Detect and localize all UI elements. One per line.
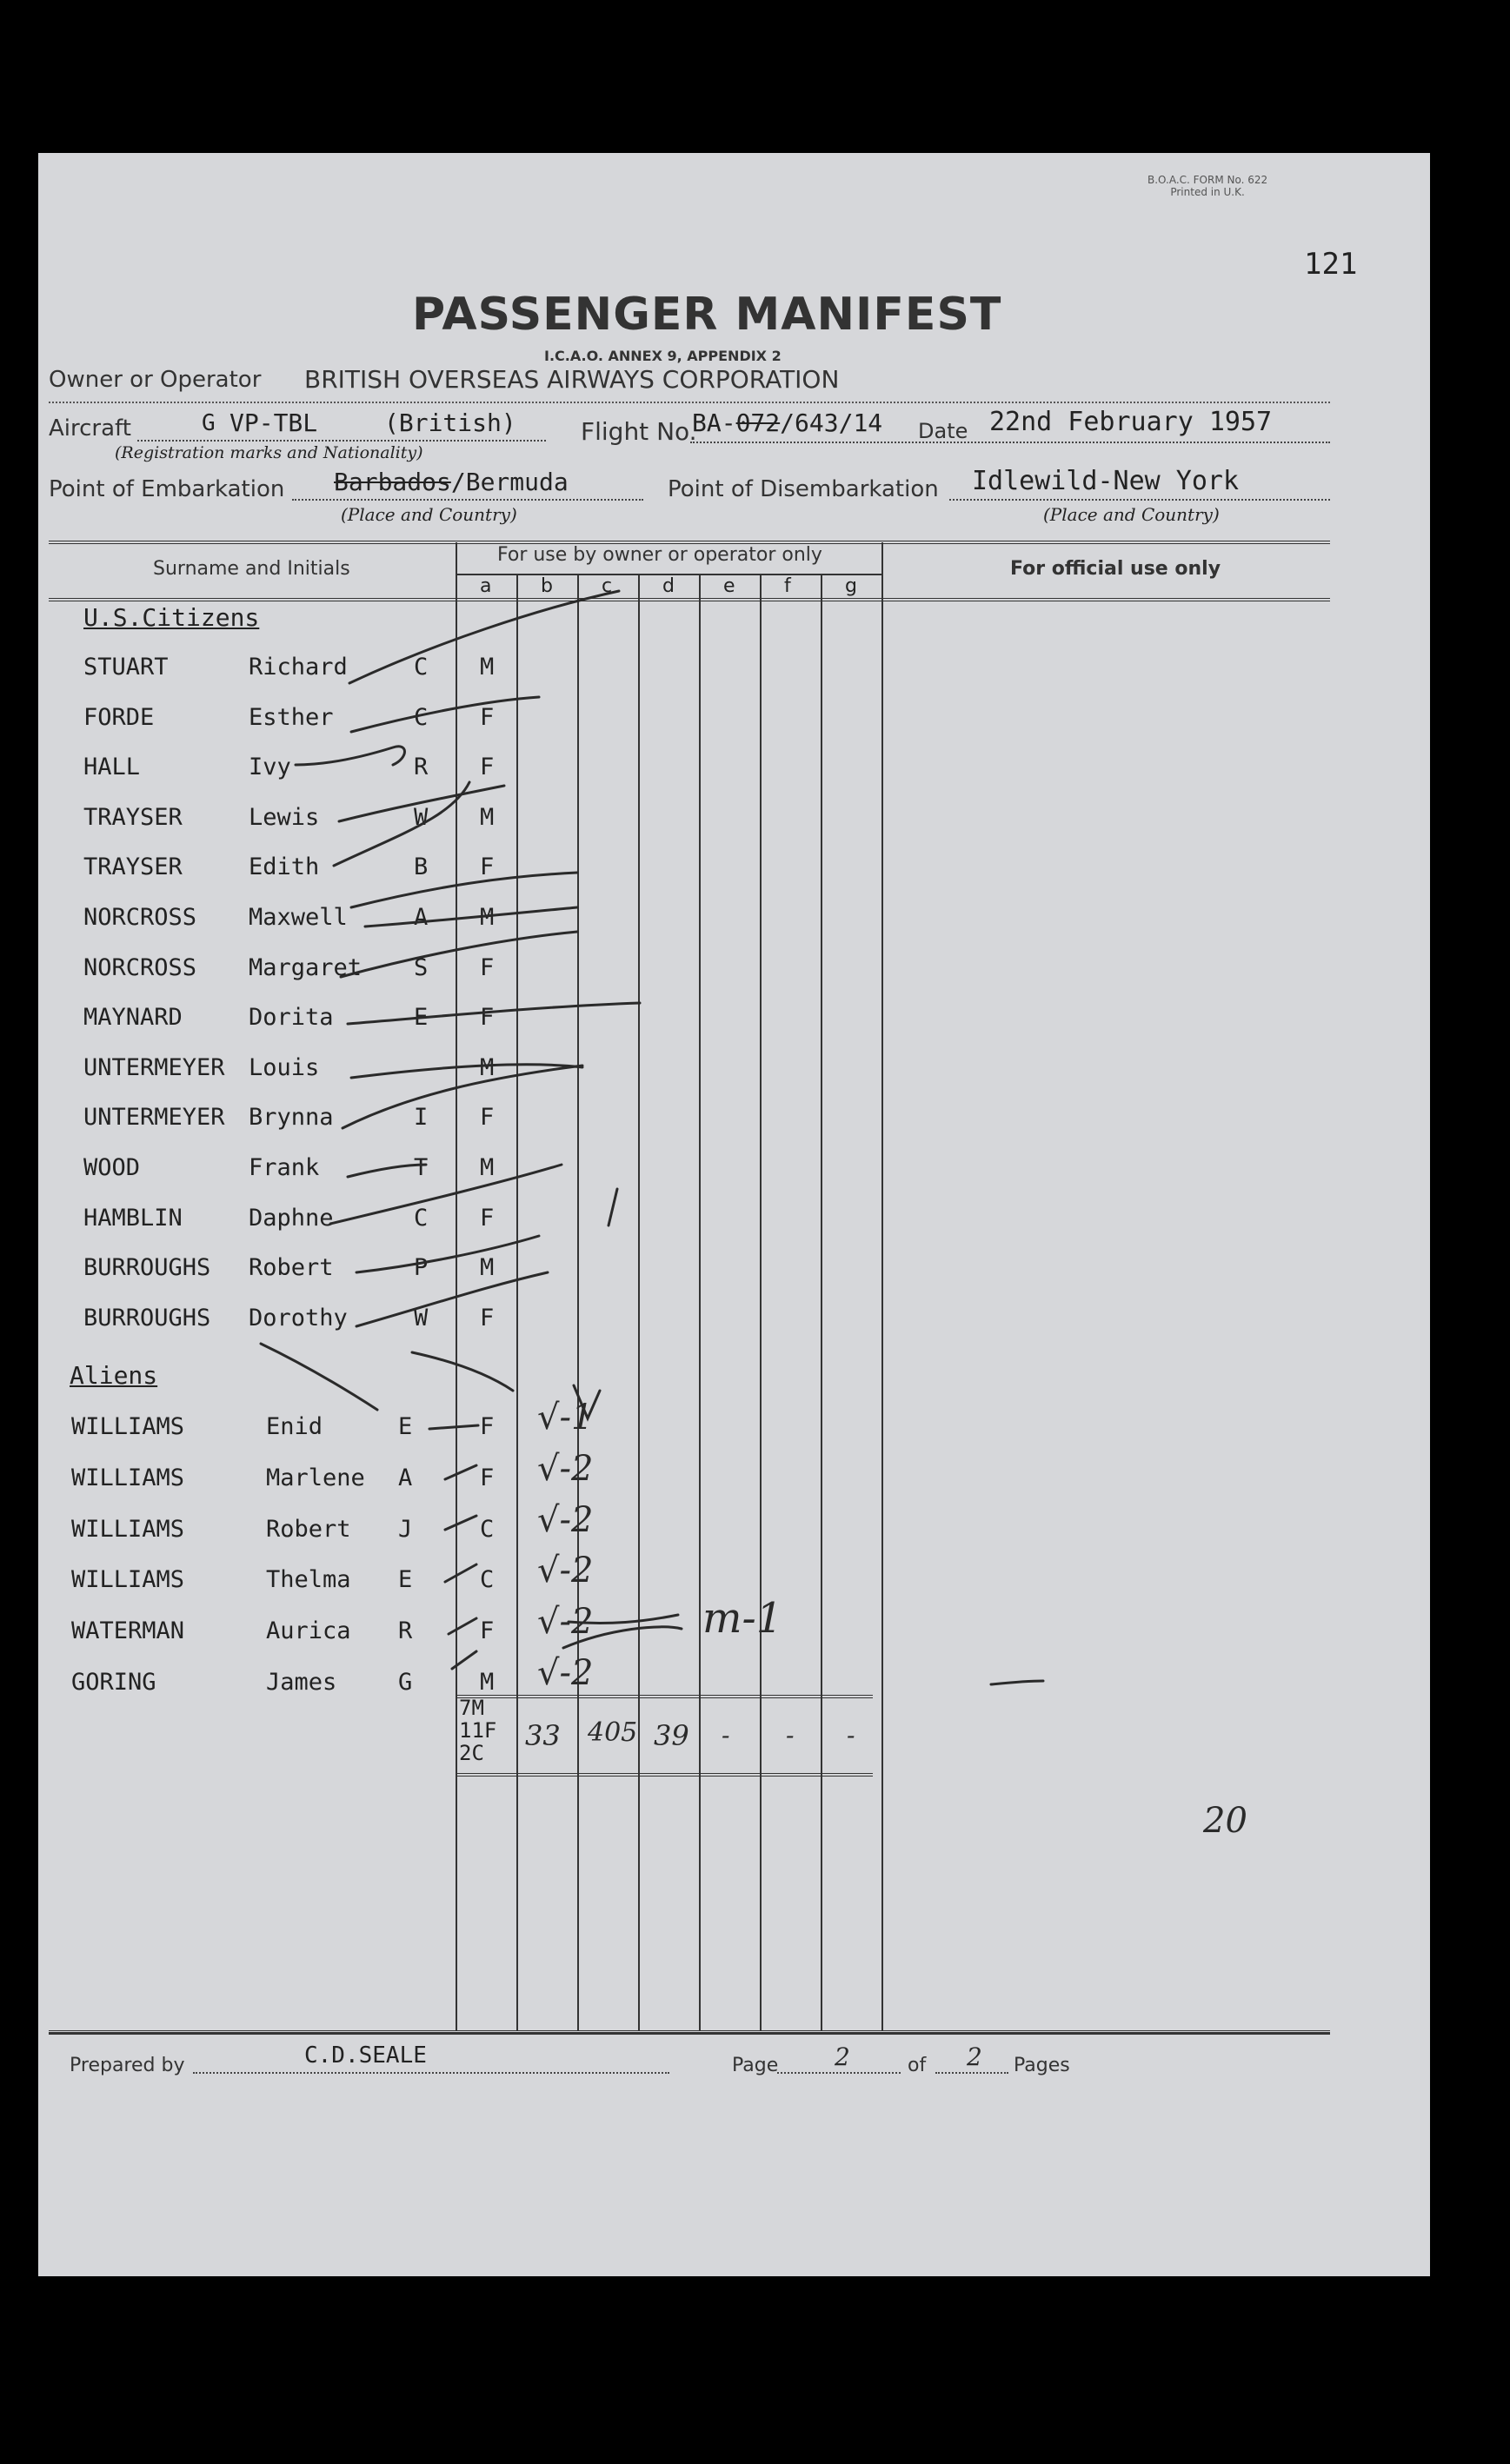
passenger-initial: B <box>414 853 429 881</box>
waterman-note: m-1 <box>702 1594 783 1643</box>
of-label: of <box>908 2055 927 2076</box>
sub-col-f: f <box>784 575 791 597</box>
passenger-initial: R <box>414 754 429 781</box>
sub-col-b: b <box>541 575 553 597</box>
passenger-code: M <box>480 1154 495 1181</box>
passenger-first: Richard <box>249 654 348 681</box>
pages-label: Pages <box>1014 2055 1070 2076</box>
passenger-first: Ivy <box>249 754 291 781</box>
passenger-code: F <box>480 1204 495 1232</box>
passenger-first: Robert <box>249 1254 334 1282</box>
aircraft-prefix: G <box>202 410 216 436</box>
passenger-code: F <box>480 703 495 731</box>
prepared-value: C.D.SEALE <box>304 2042 427 2069</box>
total-female: 11F <box>459 1718 497 1743</box>
disembarkation-hint: (Place and Country) <box>1043 504 1220 525</box>
alien-check-mark: √-1 <box>537 1398 594 1438</box>
aircraft-hint: (Registration marks and Nationality) <box>115 443 423 462</box>
page-subtitle: I.C.A.O. ANNEX 9, APPENDIX 2 <box>544 348 782 364</box>
passenger-initial: W <box>414 803 429 831</box>
sub-col-g: g <box>845 575 857 597</box>
flight-struck: 072 <box>735 408 781 437</box>
passenger-surname: STUART <box>83 654 169 681</box>
alien-check-mark: √-2 <box>537 1602 594 1643</box>
passenger-initial: A <box>398 1464 413 1491</box>
passenger-first: Dorothy <box>249 1304 348 1332</box>
embarkation-place: /Bermuda <box>450 468 569 496</box>
passenger-initial: R <box>398 1617 413 1645</box>
passenger-initial: G <box>398 1669 413 1696</box>
passenger-code: F <box>480 1617 495 1645</box>
passenger-code: C <box>480 1515 495 1543</box>
flight-prefix: BA- <box>692 408 736 437</box>
passenger-initial: W <box>414 1304 429 1332</box>
col-header-owner: For use by owner or operator only <box>497 544 822 566</box>
passenger-first: Daphne <box>249 1204 334 1232</box>
passenger-first: Thelma <box>266 1566 351 1594</box>
total-d: 39 <box>654 1719 689 1752</box>
passenger-initial: E <box>398 1413 413 1440</box>
passenger-code: M <box>480 803 495 831</box>
of-value: 2 <box>967 2042 982 2071</box>
embarkation-label: Point of Embarkation <box>49 476 285 502</box>
passenger-code: M <box>480 904 495 931</box>
passenger-code: C <box>480 1566 495 1594</box>
passenger-first: Aurica <box>266 1617 351 1645</box>
passenger-initial: J <box>398 1515 413 1543</box>
owner-value: BRITISH OVERSEAS AIRWAYS CORPORATION <box>304 365 840 394</box>
passenger-initial: I <box>414 1104 429 1132</box>
passenger-first: Enid <box>266 1413 323 1440</box>
passenger-code: F <box>480 1304 495 1332</box>
form-printed: Printed in U.K. <box>1170 186 1245 198</box>
total-children: 2C <box>459 1741 484 1765</box>
total-e: - <box>722 1721 730 1750</box>
passenger-initial: E <box>398 1566 413 1594</box>
embarkation-struck: Barbados <box>334 468 451 496</box>
passenger-surname: BURROUGHS <box>83 1254 211 1282</box>
passenger-code: M <box>480 1053 495 1081</box>
flight-value: /643/14 <box>780 408 883 437</box>
passenger-code: F <box>480 754 495 781</box>
passenger-first: Esther <box>249 703 334 731</box>
passenger-first: Margaret <box>249 953 363 981</box>
passenger-initial: T <box>414 1154 429 1181</box>
passenger-surname: TRAYSER <box>83 803 183 831</box>
passenger-first: Robert <box>266 1515 351 1543</box>
passenger-code: F <box>480 1104 495 1132</box>
passenger-first: Louis <box>249 1053 320 1081</box>
passenger-surname: WILLIAMS <box>71 1464 185 1491</box>
alien-check-mark: √-2 <box>537 1448 594 1489</box>
passenger-initial: C <box>414 703 429 731</box>
passenger-first: Lewis <box>249 803 320 831</box>
disembarkation-value: Idlewild-New York <box>972 466 1240 496</box>
passenger-code: F <box>480 1004 495 1032</box>
passenger-initial: C <box>414 1204 429 1232</box>
section-us-citizens: U.S.Citizens <box>83 603 260 632</box>
prepared-label: Prepared by <box>70 2055 185 2076</box>
passenger-initial: P <box>414 1254 429 1282</box>
sheet-number: 121 <box>1304 247 1358 282</box>
alien-check-mark: √-2 <box>537 1551 594 1591</box>
passenger-surname: GORING <box>71 1669 156 1696</box>
passenger-code: M <box>480 1254 495 1282</box>
passenger-initial: C <box>414 654 429 681</box>
passenger-surname: NORCROSS <box>83 904 197 931</box>
sub-col-c: c <box>602 575 613 597</box>
sub-col-d: d <box>662 575 675 597</box>
passenger-code: F <box>480 1413 495 1440</box>
page-value: 2 <box>835 2042 850 2071</box>
passenger-surname: HAMBLIN <box>83 1204 183 1232</box>
passenger-surname: WOOD <box>83 1154 141 1181</box>
passenger-initial: S <box>414 953 429 981</box>
passenger-code: F <box>480 853 495 881</box>
page-title: PASSENGER MANIFEST <box>412 289 1002 341</box>
date-value: 22nd February 1957 <box>989 407 1273 437</box>
passenger-code: M <box>480 654 495 681</box>
aircraft-registration: VP-TBL <box>229 408 318 437</box>
aircraft-label: Aircraft <box>49 415 131 442</box>
passenger-first: Dorita <box>249 1004 334 1032</box>
passenger-initial: A <box>414 904 429 931</box>
section-aliens: Aliens <box>70 1361 158 1390</box>
passenger-code: M <box>480 1669 495 1696</box>
disembarkation-label: Point of Disembarkation <box>668 476 939 502</box>
passenger-first: Marlene <box>266 1464 365 1491</box>
total-c: 405 <box>588 1717 638 1748</box>
aircraft-nationality: (British) <box>384 408 516 437</box>
passenger-first: Edith <box>249 853 320 881</box>
flight-label: Flight No. <box>581 417 697 446</box>
passenger-surname: BURROUGHS <box>83 1304 211 1332</box>
embarkation-hint: (Place and Country) <box>341 504 517 525</box>
passenger-surname: WILLIAMS <box>71 1566 185 1594</box>
page-label: Page <box>732 2055 779 2076</box>
passenger-surname: TRAYSER <box>83 853 183 881</box>
passenger-surname: NORCROSS <box>83 953 197 981</box>
col-header-name: Surname and Initials <box>153 558 350 580</box>
passenger-surname: WATERMAN <box>71 1617 185 1645</box>
owner-label: Owner or Operator <box>49 367 262 393</box>
passenger-surname: FORDE <box>83 703 155 731</box>
date-label: Date <box>918 419 968 443</box>
sub-col-e: e <box>723 575 735 597</box>
passenger-first: Frank <box>249 1154 320 1181</box>
passenger-surname: HALL <box>83 754 141 781</box>
col-header-official: For official use only <box>1010 558 1221 580</box>
passenger-surname: WILLIAMS <box>71 1515 185 1543</box>
margin-note: 20 <box>1203 1801 1247 1841</box>
passenger-first: Brynna <box>249 1104 334 1132</box>
passenger-initial: E <box>414 1004 429 1032</box>
passenger-code: F <box>480 953 495 981</box>
alien-check-mark: √-2 <box>537 1653 594 1693</box>
total-g: - <box>847 1721 855 1750</box>
passenger-code: F <box>480 1464 495 1491</box>
total-male: 7M <box>459 1696 484 1720</box>
total-f: - <box>786 1721 795 1750</box>
alien-check-mark: √-2 <box>537 1499 594 1540</box>
form-ref-number: B.O.A.C. FORM No. 622 <box>1147 174 1268 186</box>
passenger-first: Maxwell <box>249 904 348 931</box>
passenger-surname: UNTERMEYER <box>83 1104 225 1132</box>
passenger-surname: UNTERMEYER <box>83 1053 225 1081</box>
sub-col-a: a <box>480 575 492 597</box>
passenger-surname: WILLIAMS <box>71 1413 185 1440</box>
passenger-first: James <box>266 1669 337 1696</box>
total-b: 33 <box>525 1719 561 1752</box>
passenger-surname: MAYNARD <box>83 1004 183 1032</box>
